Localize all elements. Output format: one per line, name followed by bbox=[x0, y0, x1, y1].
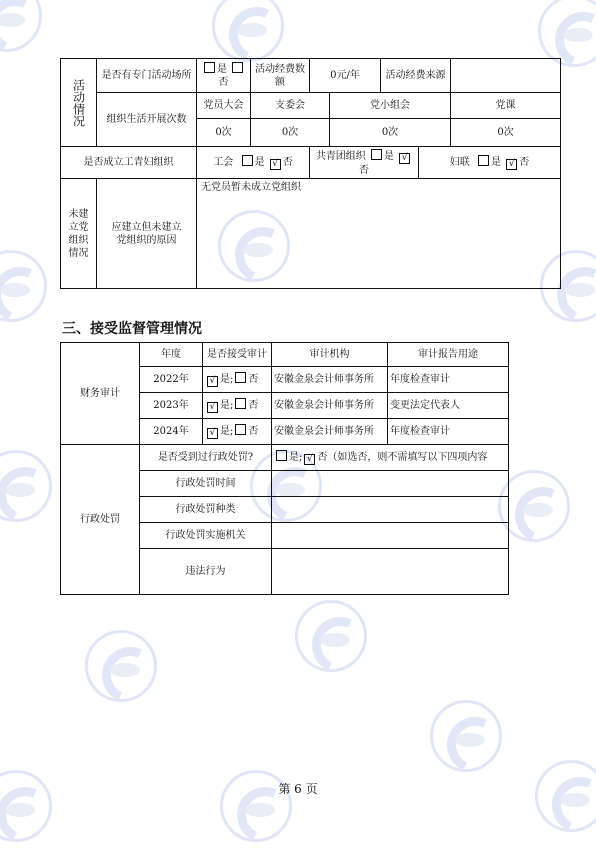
meeting-count: 0次 bbox=[451, 119, 561, 147]
not-established-label: 未建立党组织情况 bbox=[61, 179, 97, 289]
fund-amount-value: 0元/年 bbox=[310, 59, 381, 93]
audit-no-checkbox[interactable] bbox=[235, 424, 246, 435]
violation-label: 违法行为 bbox=[140, 549, 272, 595]
penalty-answer: 是; √ 否（如选否，则不需填写以下四项内容 bbox=[272, 445, 509, 471]
union-no-checkbox[interactable]: √ bbox=[270, 159, 281, 170]
audit-label: 财务审计 bbox=[61, 343, 140, 445]
youth-no-checkbox[interactable]: √ bbox=[399, 153, 410, 164]
section-title: 三、接受监督管理情况 bbox=[62, 321, 202, 337]
penalty-time-value bbox=[272, 471, 509, 497]
audit-no-checkbox[interactable] bbox=[235, 372, 246, 383]
fund-source-label: 活动经费来源 bbox=[381, 59, 451, 93]
penalty-label: 行政处罚 bbox=[61, 445, 140, 595]
penalty-type-value bbox=[272, 497, 509, 523]
union-options: 工会 是 √ 否 bbox=[197, 147, 310, 179]
venue-yes-checkbox[interactable] bbox=[204, 62, 215, 73]
audit-year: 2022年 bbox=[140, 367, 203, 393]
audit-year: 2023年 bbox=[140, 393, 203, 419]
violation-value bbox=[272, 549, 509, 595]
penalty-yes-checkbox[interactable] bbox=[276, 450, 287, 461]
venue-question: 是否有专门活动场所 bbox=[97, 59, 197, 93]
audit-header: 审计机构 bbox=[272, 343, 388, 367]
reason-label: 应建立但未建立党组织的原因 bbox=[97, 179, 197, 289]
audit-yes-checkbox[interactable]: √ bbox=[207, 376, 218, 387]
fund-source-value bbox=[451, 59, 561, 93]
watermark-seal bbox=[0, 450, 52, 522]
supervision-table bbox=[60, 342, 509, 595]
org-life-label: 组织生活开展次数 bbox=[97, 93, 197, 147]
meeting-count: 0次 bbox=[330, 119, 451, 147]
women-no-checkbox[interactable]: √ bbox=[506, 159, 517, 170]
audit-org: 安徽金泉会计师事务所 bbox=[272, 367, 388, 393]
audit-accepted: √ 是; 否 bbox=[203, 393, 272, 419]
audit-use: 变更法定代表人 bbox=[388, 393, 509, 419]
audit-use: 年度检查审计 bbox=[388, 419, 509, 445]
penalty-time-label: 行政处罚时间 bbox=[140, 471, 272, 497]
watermark-seal bbox=[212, 0, 284, 62]
audit-accepted: √ 是; 否 bbox=[203, 367, 272, 393]
audit-use: 年度检查审计 bbox=[388, 367, 509, 393]
penalty-type-label: 行政处罚种类 bbox=[140, 497, 272, 523]
reason-value: 无党员暂未成立党组织 bbox=[197, 179, 561, 289]
meeting-name: 支委会 bbox=[251, 93, 330, 119]
audit-org: 安徽金泉会计师事务所 bbox=[272, 419, 388, 445]
audit-no-checkbox[interactable] bbox=[235, 398, 246, 409]
activity-label: 活动情况 bbox=[61, 59, 97, 147]
youth-yes-checkbox[interactable] bbox=[371, 149, 382, 160]
penalty-authority-value bbox=[272, 523, 509, 549]
penalty-question: 是否受到过行政处罚? bbox=[140, 445, 272, 471]
venue-options: 是 否 bbox=[197, 59, 251, 93]
venue-no-checkbox[interactable] bbox=[232, 62, 243, 73]
women-yes-checkbox[interactable] bbox=[478, 155, 489, 166]
watermark-seal bbox=[295, 600, 367, 672]
page-number: 第 6 页 bbox=[278, 782, 318, 796]
union-question: 是否成立工青妇组织 bbox=[61, 147, 197, 179]
meeting-name: 党课 bbox=[451, 93, 561, 119]
watermark-seal bbox=[0, 250, 47, 322]
audit-accepted: √ 是; 否 bbox=[203, 419, 272, 445]
audit-year: 2024年 bbox=[140, 419, 203, 445]
watermark-seal bbox=[85, 630, 157, 702]
meeting-count: 0次 bbox=[251, 119, 330, 147]
audit-yes-checkbox[interactable]: √ bbox=[207, 402, 218, 413]
meeting-count: 0次 bbox=[197, 119, 251, 147]
audit-header: 审计报告用途 bbox=[388, 343, 509, 367]
meeting-name: 党小组会 bbox=[330, 93, 451, 119]
meeting-name: 党员大会 bbox=[197, 93, 251, 119]
audit-header: 是否接受审计 bbox=[203, 343, 272, 367]
audit-header: 年度 bbox=[140, 343, 203, 367]
union-yes-checkbox[interactable] bbox=[242, 155, 253, 166]
penalty-authority-label: 行政处罚实施机关 bbox=[140, 523, 272, 549]
youth-options: 共青团组织 是 √否 bbox=[310, 147, 419, 179]
penalty-no-checkbox[interactable]: √ bbox=[304, 454, 315, 465]
watermark-seal bbox=[0, 0, 42, 52]
watermark-seal bbox=[538, 0, 596, 67]
women-options: 妇联 是 √ 否 bbox=[419, 147, 561, 179]
audit-yes-checkbox[interactable]: √ bbox=[207, 428, 218, 439]
fund-amount-label: 活动经费数额 bbox=[251, 59, 310, 93]
activity-table bbox=[60, 58, 561, 289]
audit-org: 安徽金泉会计师事务所 bbox=[272, 393, 388, 419]
watermark-seal bbox=[430, 700, 502, 772]
